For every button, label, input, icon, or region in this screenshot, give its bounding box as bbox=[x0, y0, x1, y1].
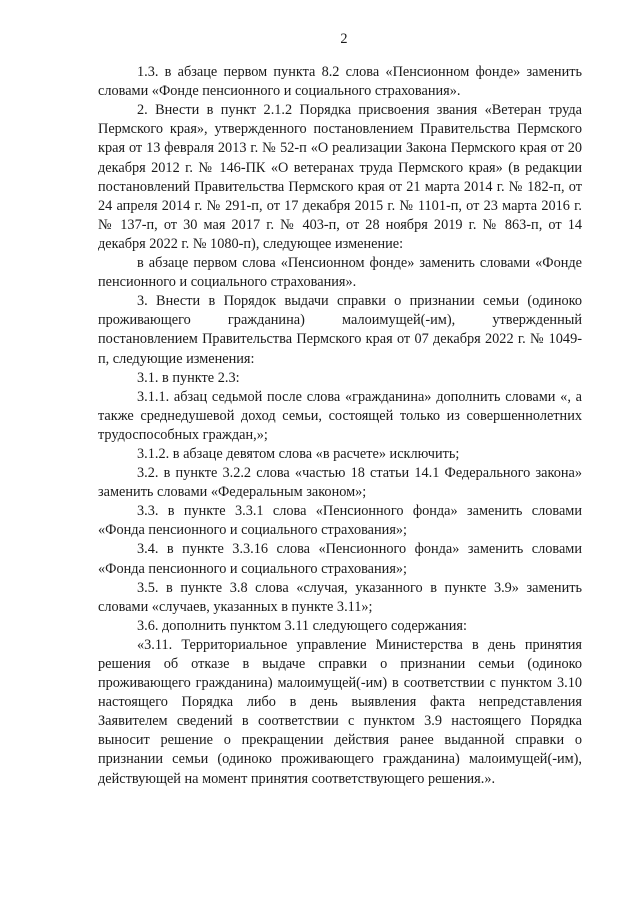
paragraph-2-amendment: в абзаце первом слова «Пенсионном фонде» заменить словами «Фонде пенсионного и социального страхования». bbox=[98, 255, 582, 291]
paragraph-3-4: 3.4. в пункте 3.3.16 слова «Пенсионного фонда» заменить словами «Фонда пенсионного и социального страхования»; bbox=[98, 541, 582, 577]
paragraph-3-1: 3.1. в пункте 2.3: bbox=[137, 369, 240, 386]
paragraph-3-6: 3.6. дополнить пунктом 3.11 следующего содержания: bbox=[137, 617, 467, 634]
paragraph-1-3: 1.3. в абзаце первом пункта 8.2 слова «Пенсионном фонде» заменить словами «Фонде пенсионного и социального страхования». bbox=[98, 64, 582, 100]
paragraph-3-3: 3.3. в пункте 3.3.1 слова «Пенсионного фонда» заменить словами «Фонда пенсионного и социального страхования»; bbox=[98, 503, 582, 539]
paragraph-3: 3. Внести в Порядок выдачи справки о признании семьи (одиноко проживающего гражданина) малоимущей(-им), утвержденный постановлением Правительства Пермского края от 07 декабря 2022 г. № 1049-п, следующие изменения: bbox=[98, 293, 582, 367]
paragraph-3-1-1: 3.1.1. абзац седьмой после слова «гражданина» дополнить словами «, а также среднедушевой доход семьи, состоящей только из совершеннолетних трудоспособных граждан,»; bbox=[98, 388, 582, 443]
paragraph-2: 2. Внести в пункт 2.1.2 Порядка присвоения звания «Ветеран труда Пермского края», утвержденного постановлением Правительства Пермского края от 13 февраля 2013 г. № 52-п «О реализации Закона Пермского края от 20 декабря 2012 г. № 146-ПК «О ветеранах труда Пермского края» (в редакции постановлений Правительства Пермского края от 21 марта 2014 г. № 182-п, от 24 апреля 2014 г. № 291-п, от 17 декабря 2015 г. № 1101-п, от 23 марта 2016 г. № 137-п, от 30 мая 2017 г. № 403-п, от 28 ноября 2019 г. № 863-п, от 14 декабря 2022 г. № 1080-п), следующее изменение: bbox=[98, 102, 582, 252]
paragraph-3-5: 3.5. в пункте 3.8 слова «случая, указанного в пункте 3.9» заменить словами «случаев, указанных в пункте 3.11»; bbox=[98, 579, 582, 615]
paragraph-3-11-quote: «3.11. Территориальное управление Министерства в день принятия решения об отказе в выдаче справки о признании семьи (одиноко проживающего гражданина) малоимущей(-им) в соответствии с пунктом 3.10 настоящего Порядка либо в день выявления факта непредставления Заявителем сведений в соответствии с пунктом 3.9 настоящего Порядка выносит решение о прекращении действия ранее выданной справки о признании семьи (одиноко проживающего гражданина) малоимущей(-им), действующей на момент принятия соответствующего решения.». bbox=[98, 636, 582, 787]
paragraph-3-1-2: 3.1.2. в абзаце девятом слова «в расчете» исключить; bbox=[137, 445, 460, 462]
paragraph-3-2: 3.2. в пункте 3.2.2 слова «частью 18 статьи 14.1 Федерального закона» заменить словами «Федеральным законом»; bbox=[98, 465, 582, 501]
page-number: 2 bbox=[340, 31, 348, 47]
